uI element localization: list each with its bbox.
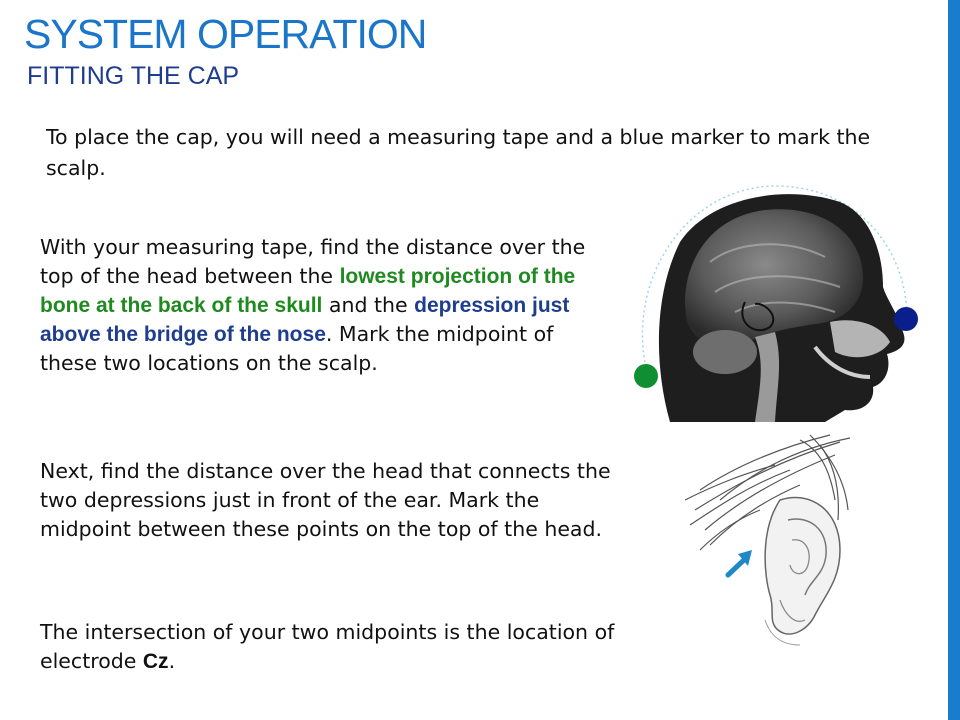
occipital-highlight: lowest projection of the bone at the back of the skull xyxy=(40,265,576,317)
ear-outline xyxy=(765,497,840,634)
slide-subtitle: FITTING THE CAP xyxy=(27,62,240,90)
ear-illustration xyxy=(680,430,860,650)
slide-title: SYSTEM OPERATION xyxy=(24,11,427,57)
arrow-pointer-icon xyxy=(728,550,752,575)
instruction-paragraph-2: Next, find the distance over the head that connects the two depressions just in front of the ear. Mark the midpoint between these points on the top of the head. xyxy=(40,459,611,541)
nasion-marker xyxy=(894,307,918,331)
right-accent-bar xyxy=(948,0,960,720)
instruction-paragraph-3 xyxy=(40,618,615,676)
p1-text-3: . Mark the midpoint of these two locations on the scalp. xyxy=(40,322,554,375)
p3-text-1: The intersection of your two midpoints is the location of electrode xyxy=(40,620,615,673)
instruction-paragraph-1 xyxy=(40,233,615,378)
p3-text-2: . xyxy=(168,649,176,673)
nasion-highlight: depression just above the bridge of the nose xyxy=(40,294,570,346)
p1-text-1: With your measuring tape, find the distance over the top of the head between the xyxy=(40,235,586,288)
mri-head-illustration xyxy=(625,172,925,422)
intro-text: To place the cap, you will need a measuring tape and a blue marker to mark the scalp. xyxy=(46,125,871,180)
occipital-marker xyxy=(634,364,658,388)
p1-text-2: and the xyxy=(322,293,415,317)
electrode-cz-label: Cz xyxy=(142,650,169,673)
